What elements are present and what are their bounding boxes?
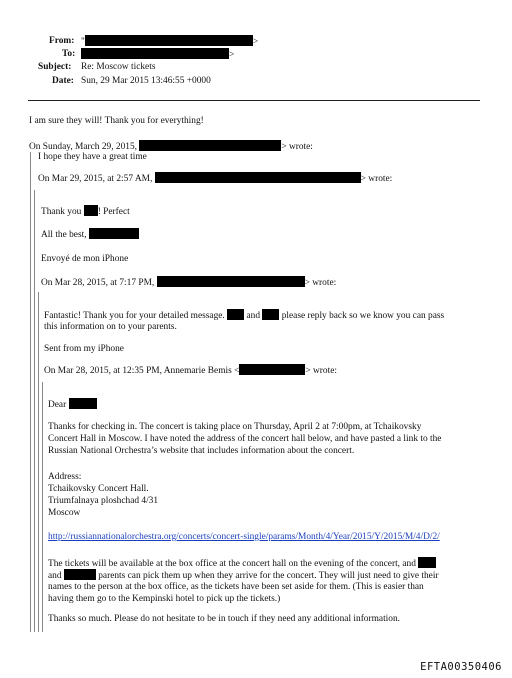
address-line-1: Tchaikovsky Concert Hall. [48,484,149,494]
quote4-dear: Dear [48,398,97,411]
orchestra-link[interactable]: http://russiannationalorchestra.org/concerts/concert-single/params/Month/4/Year/2015/Y/2015/M/4/D/2/ [48,532,440,542]
quote-bar-1 [30,152,31,632]
redaction-block [81,48,229,59]
date-value: Sun, 29 Mar 2015 13:46:55 +0000 [81,76,211,86]
quote2-sig: Envoyé de mon iPhone [41,254,129,264]
redaction-block [262,309,279,320]
redaction-block [157,276,305,287]
redaction-block [84,205,98,216]
quote2-best: All the best, [41,228,139,241]
quote1-intro: On Sunday, March 29, 2015, > wrote: [29,142,313,152]
from-label: From: [49,36,75,46]
reply-text: I am sure they will! Thank you for everything! [29,116,204,126]
redaction-block [139,140,281,151]
redaction-block [89,228,139,239]
quote-bar-2 [34,190,35,632]
quote2-intro: On Mar 29, 2015, at 2:57 AM, > wrote: [38,174,393,184]
to-value: > [81,48,234,61]
header-divider [28,100,480,101]
redaction-block [239,364,305,375]
subject-value: Re: Moscow tickets [81,62,156,72]
redaction-block [155,172,361,183]
date-label: Date: [52,76,74,86]
quote4-p2-line1: The tickets will be available at the box office at the concert hall on the evening of the concert, and [48,557,436,570]
quote-bar-4 [42,382,43,632]
quote4-p1-line1: Thanks for checking in. The concert is taking place on Thursday, April 2 at 7:00pm, at Tchaikovsky [48,422,422,432]
redaction-block [227,309,244,320]
quote4-p2-line3: names to the person at the box office, as the tickets have been set aside for them. (This is easier than [48,582,424,592]
quote3-fantastic-line2: this information on to your parents. [44,322,177,332]
redaction-block [69,398,97,409]
subject-label: Subject: [38,62,72,72]
quote3-fantastic: Fantastic! Thank you for your detailed message. and please reply back so we know you can pass [44,311,445,321]
address-line-3: Moscow [48,508,81,518]
address-label: Address: [48,472,82,482]
quote1-body: I hope they have a great time [38,152,147,162]
quote4-p1-line3: Russian National Orchestra’s website that includes information about the concert. [48,446,355,456]
address-line-2: Triumfalnaya ploshchad 4/31 [48,496,159,506]
quote4-p2-line4: having them go to the Kempinski hotel to pick up the tickets.) [48,594,281,604]
quote2-thank: Thank you ! Perfect [41,207,130,217]
redaction-block [418,557,436,568]
quote4-p1-line2: Concert Hall in Moscow. I have noted the address of the concert hall below, and have pasted a link to the [48,434,442,444]
quote3-intro: On Mar 28, 2015, at 7:17 PM, > wrote: [41,278,337,288]
quote4-intro: On Mar 28, 2015, at 12:35 PM, Annemarie Bemis < > wrote: [44,366,337,376]
quote4-p2-line2: and parents can pick them up when they arrive for the concert. They will just need to give their [48,571,439,581]
quote-bar-3 [38,292,39,632]
quote4-thanks: Thanks so much. Please do not hesitate to be in touch if they need any additional information. [48,614,401,624]
quote3-sent: Sent from my iPhone [44,344,124,354]
redaction-block [85,35,253,46]
document-id: EFTA00350406 [420,661,502,673]
redaction-block [64,569,96,580]
from-value: " > [81,37,259,47]
to-label: To: [62,49,76,59]
